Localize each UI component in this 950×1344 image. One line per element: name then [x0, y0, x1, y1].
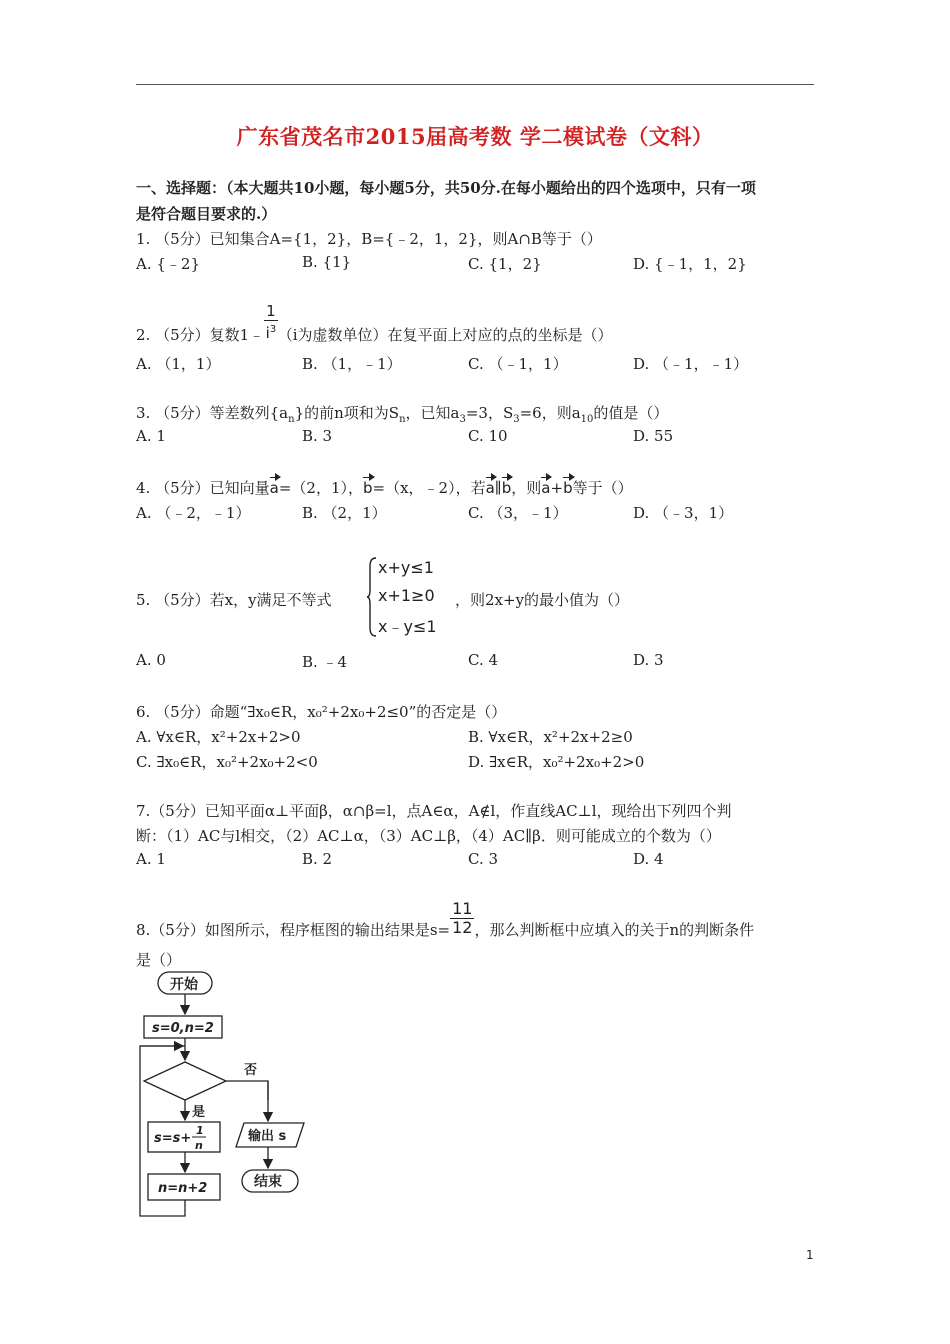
q8-stem-line2: 是（）: [136, 951, 182, 969]
q8-stem-pre: 8.（5分）如图所示，程序框图的输出结果是s=: [136, 920, 451, 939]
q2-frac-den: i: [265, 324, 270, 342]
q4-text-e: ，则: [511, 479, 542, 497]
q4-text-d: ∥: [494, 479, 502, 497]
vector-a: a: [485, 479, 495, 497]
q2-frac-exp: 3: [269, 324, 277, 335]
page-number: 1: [806, 1248, 814, 1262]
q6-option-a: A. ∀x∈R，x²+2x+2>0: [136, 728, 301, 746]
q7-option-d: D. 4: [633, 850, 664, 868]
q3-sub-3b: 3: [513, 414, 520, 425]
q2-option-d: D. （﹣1，﹣1）: [633, 355, 749, 373]
vector-b: b: [501, 479, 512, 497]
q4-stem: [136, 477, 633, 498]
q3-text-e: =6，则a: [519, 404, 581, 422]
inequality-row-2: x+1≥0: [378, 586, 435, 605]
q7-line2: 断：（1）AC与l相交，（2）AC⊥α，（3）AC⊥β，（4）AC∥β．则可能成立的个数为（）: [136, 827, 721, 845]
q6-stem: 6. （5分）命题“∃x₀∈R，x₀²+2x₀+2≤0”的否定是（）: [136, 703, 507, 721]
flow-no-label: 否: [244, 1063, 258, 1078]
q3-text-c: ，已知a: [405, 404, 460, 422]
flow-output-label: 输出 s: [248, 1129, 287, 1144]
q3-sub-n2: n: [399, 414, 406, 425]
flow-yes-label: 是: [192, 1105, 206, 1120]
q5-option-c: C. 4: [468, 651, 499, 669]
q8-frac-den: 12: [452, 918, 473, 937]
q5-stem-pre: 5. （5分）若x，y满足不等式: [136, 591, 332, 609]
q4-option-a: A. （﹣2，﹣1）: [136, 504, 251, 522]
q6-option-b: B. ∀x∈R，x²+2x+2≥0: [468, 728, 633, 746]
q8-frac-num: 11: [452, 899, 473, 918]
q4-text-a: 4. （5分）已知向量: [136, 479, 270, 497]
flow-decision-box: [144, 1062, 226, 1100]
vector-a: a: [269, 479, 279, 497]
q3-text-f: 的值是（）: [593, 404, 669, 422]
q2-option-a: A. （1，1）: [136, 355, 221, 373]
q2-option-b: B. （1，﹣1）: [302, 355, 402, 373]
flow-frac-num: 1: [196, 1124, 204, 1137]
q4-option-d: D. （﹣3，1）: [633, 504, 734, 522]
section-heading-line1: 一、选择题：（本大题共10小题，每小题5分，共50分.在每小题给出的四个选项中，只有一项: [136, 179, 756, 197]
q1-option-a: A. {﹣2}: [136, 255, 200, 273]
q3-option-a: A. 1: [136, 427, 166, 445]
q5-option-d: D. 3: [633, 651, 664, 669]
inequality-row-1: x+y≤1: [378, 558, 434, 577]
q7-option-c: C. 3: [468, 850, 499, 868]
q4-text-f: +: [550, 479, 564, 497]
q4-option-b: B. （2，1）: [302, 504, 387, 522]
brace-icon: [366, 556, 378, 638]
q8-fraction: [450, 900, 474, 937]
q3-sub-n: n: [288, 414, 295, 425]
inequality-row-3: x﹣y≤1: [378, 617, 437, 636]
q4-text-c: =（x，﹣2），若: [372, 479, 486, 497]
q3-text-d: =3，S: [465, 404, 514, 422]
q2-frac-num: 1: [266, 302, 276, 320]
q5-stem-post: ，则2x+y的最小值为（）: [455, 591, 630, 609]
q2-option-c: C. （﹣1，1）: [468, 355, 568, 373]
q2-stem: [136, 302, 613, 342]
q1-stem: 1. （5分）已知集合A={1，2}，B={﹣2，1，2}，则A∩B等于（）: [136, 230, 602, 248]
q4-text-b: =（2，1），: [278, 479, 363, 497]
vector-b: b: [563, 479, 573, 497]
q6-option-d: D. ∃x∈R，x₀²+2x₀+2>0: [468, 753, 645, 771]
q1-option-d: D. {﹣1，1，2}: [633, 255, 747, 273]
q3-text-b: }的前n项和为S: [294, 404, 400, 422]
vector-a: a: [541, 479, 551, 497]
q3-option-c: C. 10: [468, 427, 508, 445]
q3-option-b: B. 3: [302, 427, 333, 445]
q7-option-b: B. 2: [302, 850, 333, 868]
flow-frac-den: n: [195, 1139, 203, 1152]
q2-fraction: [264, 302, 278, 342]
q1-option-b: B. {1}: [302, 253, 352, 271]
q6-option-c: C. ∃x₀∈R，x₀²+2x₀+2<0: [136, 753, 318, 771]
q3-option-d: D. 55: [633, 427, 674, 445]
section-heading-line2: 是符合题目要求的.）: [136, 205, 277, 223]
q5-option-b: B. ﹣4: [302, 653, 348, 671]
flow-update-s-label: s=s+: [154, 1131, 192, 1146]
flow-end-label: 结束: [254, 1174, 282, 1190]
q2-stem-pre: 2. （5分）复数1﹣: [136, 326, 265, 344]
q7-option-a: A. 1: [136, 850, 166, 868]
flow-start-label: 开始: [170, 977, 198, 993]
header-rule: [136, 84, 814, 85]
program-flowchart: [134, 970, 454, 1220]
page-title: 广东省茂名市2015届高考数 学二模试卷（文科）: [236, 124, 714, 149]
q4-text-g: 等于（）: [572, 479, 633, 497]
q2-stem-post: （i为虚数单位）在复平面上对应的点的坐标是（）: [277, 326, 613, 344]
q8-stem-post: ，那么判断框中应填入的关于n的判断条件: [474, 920, 755, 939]
vector-b: b: [362, 479, 373, 497]
q8-stem: [136, 900, 754, 937]
q4-option-c: C. （3，﹣1）: [468, 504, 568, 522]
q3-stem: [136, 402, 668, 425]
q5-option-a: A. 0: [136, 651, 166, 669]
q3-text-a: 3. （5分）等差数列{a: [136, 404, 289, 422]
flow-update-n-label: n=n+2: [158, 1181, 208, 1196]
q3-sub-3: 3: [459, 414, 466, 425]
q1-option-c: C. {1，2}: [468, 255, 542, 273]
flow-init-label: s=0,n=2: [152, 1021, 214, 1036]
q3-sub-10: 10: [580, 414, 594, 425]
q7-line1: 7.（5分）已知平面α⊥平面β，α∩β=l，点A∈α，A∉l，作直线AC⊥l，现给出下列四个判: [136, 802, 732, 820]
